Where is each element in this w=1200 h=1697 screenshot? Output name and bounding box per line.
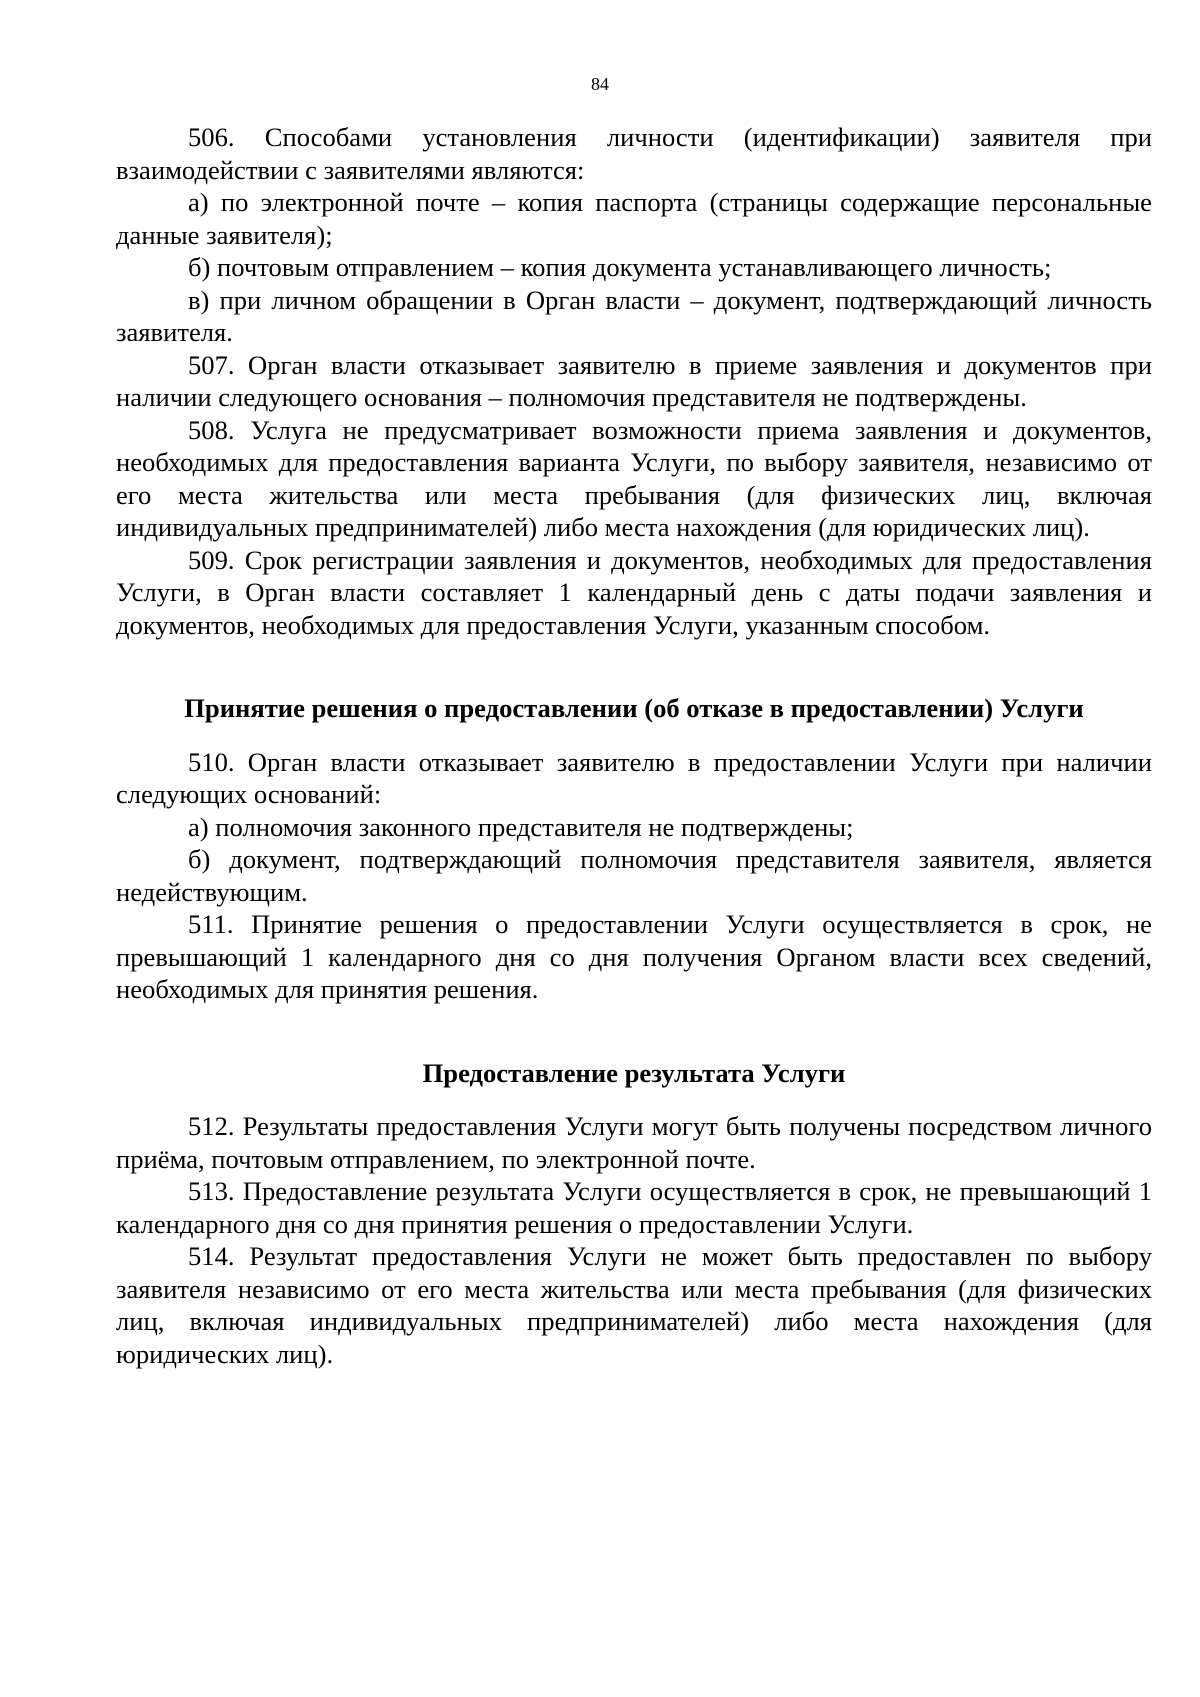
section-heading-result: Предоставление результата Услуги (422, 1057, 846, 1088)
paragraph-506-v: в) при личном обращении в Орган власти – документ, подтверждающий личность заявителя. (116, 284, 1152, 347)
paragraph-510-b: б) документ, подтверждающий полномочия представителя заявителя, является недействующим. (116, 844, 1152, 907)
section-heading-decision: Принятие решения о предоставлении (об отказе в предоставлении) Услуги (184, 693, 1084, 723)
paragraph-507: 507. Орган власти отказывает заявителю в приеме заявления и документов при наличии следующего основания – полномочия представителя не подтверждены. (116, 349, 1152, 412)
spacer (116, 1006, 1152, 1057)
paragraph-509: 509. Срок регистрации заявления и документов, необходимых для предоставления Услуги, в Орган власти составляет 1 календарный день с даты подачи заявления и документов, необходимых для предоставления Услуги, указанным способом. (116, 544, 1152, 640)
spacer (116, 641, 1152, 692)
paragraph-511: 511. Принятие решения о предоставлении Услуги осуществляется в срок, не превышающий 1 календарного дня со дня получения Органом власти всех сведений, необходимых для принятия решения. (116, 909, 1152, 1004)
paragraph-510: 510. Орган власти отказывает заявителю в предоставлении Услуги при наличии следующих оснований: (116, 746, 1152, 809)
paragraph-514: 514. Результат предоставления Услуги не может быть предоставлен по выбору заявителя независимо от его места жительства или места пребывания (для физических лиц, включая индивидуальных предпринимателей) либо места нахождения (для юридических лиц). (116, 1241, 1152, 1369)
paragraph-512: 512. Результаты предоставления Услуги могут быть получены посредством личного приёма, почтовым отправлением, по электронной почте. (116, 1111, 1152, 1174)
page-number: 84 (591, 74, 609, 94)
paragraph-508: 508. Услуга не предусматривает возможности приема заявления и документов, необходимых для предоставления варианта Услуги, по выбору заявителя, независимо от его места жительства или места пребывания (для физических лиц, включая индивидуальных предпринимателей) либо места нахождения (для юридических лиц). (116, 414, 1152, 542)
paragraph-513: 513. Предоставление результата Услуги осуществляется в срок, не превышающий 1 календарного дня со дня принятия решения о предоставлении Услуги. (116, 1176, 1152, 1239)
spacer (116, 1089, 1152, 1110)
spacer (116, 725, 1152, 746)
document-body (116, 121, 1152, 1370)
paragraph-506: 506. Способами установления личности (идентификации) заявителя при взаимодействии с заявителями являются: (116, 122, 1152, 185)
paragraph-510-a: а) полномочия законного представителя не подтверждены; (188, 811, 854, 842)
paragraph-506-b: б) почтовым отправлением – копия документа устанавливающего личность; (188, 252, 1052, 282)
paragraph-506-a: а) по электронной почте – копия паспорта (страницы содержащие персональные данные заявителя); (116, 187, 1152, 250)
